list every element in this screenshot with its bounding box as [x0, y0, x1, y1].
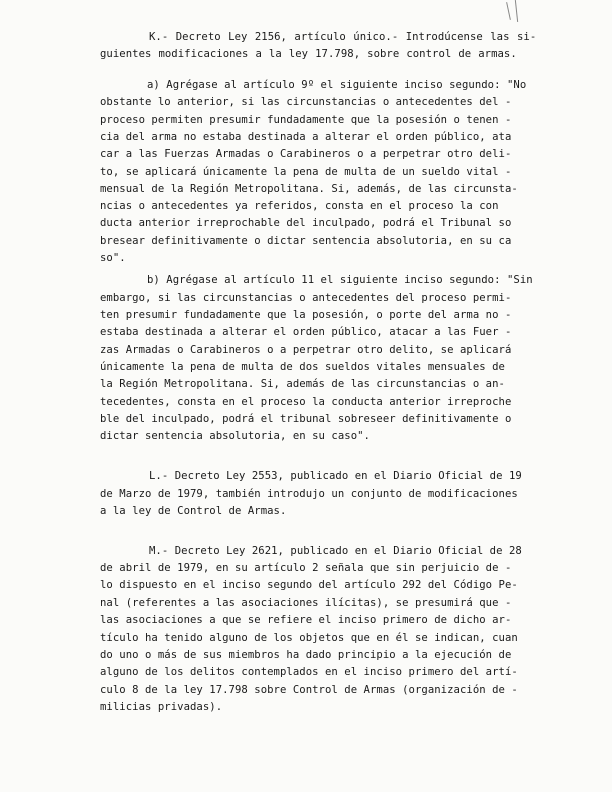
text-line: obstante lo anterior, si las circunstancias o antecedentes del - — [100, 96, 512, 108]
text-line: ten presumir fundadamente que la posesión, o porte del arma no - — [100, 309, 512, 321]
text-line: a la ley de Control de Armas. — [100, 505, 287, 517]
text-line: nal (referentes a las asociaciones ilícitas), se presumirá que - — [100, 597, 512, 609]
text-line: tecedentes, consta en el proceso la conducta anterior irreproche — [100, 396, 512, 408]
text-line: mensual de la Región Metropolitana. Si, además, de las circunsta- — [100, 183, 518, 195]
text-line: ncias o antecedentes ya referidos, consta en el proceso la con — [100, 200, 499, 212]
text-line: M.- Decreto Ley 2621, publicado en el Diario Oficial de 28 — [149, 545, 522, 557]
text-line: cia del arma no estaba destinada a alterar el orden público, ata — [100, 131, 512, 143]
text-line: tículo ha tenido alguno de los objetos que en él se indican, cuan — [100, 632, 518, 644]
text-line: lo dispuesto en el inciso segundo del artículo 292 del Código Pe- — [100, 579, 518, 591]
text-line: culo 8 de la ley 17.798 sobre Control de Armas (organización de - — [100, 684, 518, 696]
text-line: alguno de los delitos contemplados en el inciso primero del artí- — [100, 666, 518, 678]
text-line: bresear definitivamente o dictar sentencia absolutoria, en su ca — [100, 235, 512, 247]
text-line: embargo, si las circunstancias o antecedentes del proceso permi- — [100, 292, 512, 304]
text-line: a) Agrégase al artículo 9º el siguiente inciso segundo: "No — [147, 79, 527, 91]
text-line: la Región Metropolitana. Si, además de las circunstancias o an- — [100, 378, 505, 390]
text-line: ble del inculpado, podrá el tribunal sobreseer definitivamente o — [100, 413, 512, 425]
text-line: b) Agrégase al artículo 11 el siguiente inciso segundo: "Sin — [147, 274, 533, 286]
text-line: L.- Decreto Ley 2553, publicado en el Diario Oficial de 19 — [149, 470, 522, 482]
text-line: las asociaciones a que se refiere el inciso primero de dicho ar- — [100, 614, 512, 626]
text-line: milicias privadas). — [100, 701, 223, 713]
text-line: zas Armadas o Carabineros o a perpetrar otro delito, se aplicará — [100, 344, 512, 356]
scan-mark — [506, 2, 511, 20]
text-line: to, se aplicará únicamente la pena de multa de un sueldo vital - — [100, 166, 512, 178]
text-line: estaba destinada a alterar el orden público, atacar a las Fuer - — [100, 326, 512, 338]
text-line: proceso permiten presumir fundadamente que la posesión o tenen - — [100, 114, 512, 126]
text-line: so". — [100, 252, 126, 264]
text-line: de abril de 1979, en su artículo 2 señala que sin perjuicio de - — [100, 562, 512, 574]
text-line: do uno o más de sus miembros ha dado principio a la ejecución de — [100, 649, 512, 661]
text-line: car a las Fuerzas Armadas o Carabineros o a perpetrar otro deli- — [100, 148, 512, 160]
text-line: ducta anterior irreprochable del inculpado, podrá el Tribunal so — [100, 217, 512, 229]
text-line: K.- Decreto Ley 2156, artículo único.- Introdúcense las si- — [149, 31, 537, 43]
text-line: únicamente la pena de multa de dos sueldos vitales mensuales de — [100, 361, 505, 373]
text-line: guientes modificaciones a la ley 17.798, sobre control de armas. — [100, 48, 517, 60]
scan-mark — [515, 0, 518, 22]
text-line: de Marzo de 1979, también introdujo un conjunto de modificaciones — [100, 488, 518, 500]
text-line: dictar sentencia absolutoria, en su caso". — [100, 430, 370, 442]
